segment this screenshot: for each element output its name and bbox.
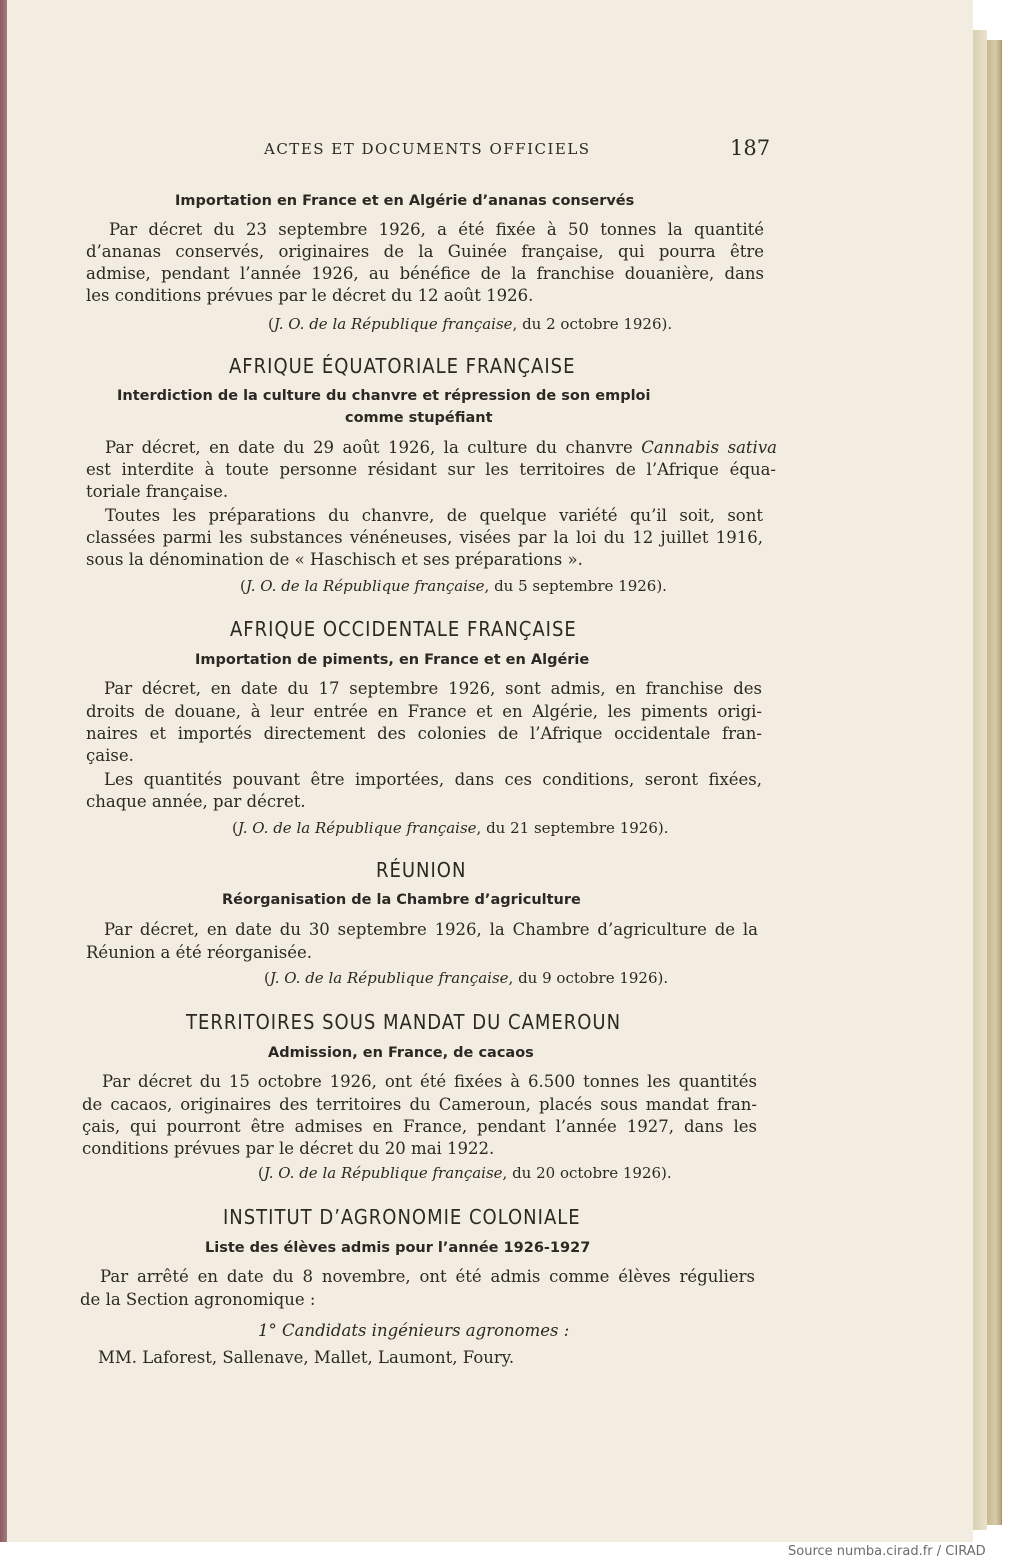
italic-run: J. O. de la République française	[263, 1164, 503, 1182]
region-heading: AFRIQUE OCCIDENTALE FRANÇAISE	[230, 617, 577, 641]
paragraph-line: les conditions prévues par le décret du 12 août 1926.	[86, 286, 534, 305]
paragraph-line: Toutes les préparations du chanvre, de quelque variété qu’il soit, sont	[105, 506, 763, 525]
page-number: 187	[730, 136, 771, 160]
citation: (J. O. de la République française, du 2 octobre 1926).	[268, 315, 673, 333]
paragraph-line: naires et importés directement des colonies de l’Afrique occidentale fran-	[86, 724, 762, 743]
region-heading: INSTITUT D’AGRONOMIE COLONIALE	[223, 1205, 581, 1229]
section-subtitle: Interdiction de la culture du chanvre et répression de son emploi	[117, 388, 651, 404]
citation: (J. O. de la République française, du 5 septembre 1926).	[240, 577, 667, 595]
paragraph-line: Par décret, en date du 17 septembre 1926, sont admis, en franchise des	[104, 679, 762, 698]
section-subtitle: Importation de piments, en France et en Algérie	[195, 652, 590, 668]
paragraph-line: admise, pendant l’année 1926, au bénéfice de la franchise douanière, dans	[86, 264, 764, 283]
paragraph-line: çaise.	[86, 746, 134, 765]
paragraph-line: est interdite à toute personne résidant sur les territoires de l’Afrique équa-	[86, 460, 776, 479]
paragraph-line: chaque année, par décret.	[86, 792, 306, 811]
italic-run: J. O. de la République française	[273, 315, 513, 333]
region-heading: AFRIQUE ÉQUATORIALE FRANÇAISE	[229, 354, 576, 378]
italic-run: Cannabis sativa	[641, 438, 777, 457]
paragraph-line: Par décret, en date du 29 août 1926, la culture du chanvre Cannabis sativa	[105, 438, 777, 457]
section-subtitle: Importation en France et en Algérie d’ananas conservés	[175, 193, 635, 209]
paragraph-line: Par décret du 15 octobre 1926, ont été fixées à 6.500 tonnes les quantités	[102, 1072, 757, 1091]
paragraph-line: Réunion a été réorganisée.	[86, 943, 313, 962]
paragraph-line: de la Section agronomique :	[80, 1290, 316, 1309]
citation: (J. O. de la République française, du 9 octobre 1926).	[264, 969, 669, 987]
paragraph-line: toriale française.	[86, 482, 229, 501]
book-cover-edge	[987, 40, 1002, 1525]
italic-run: J. O. de la République française	[245, 577, 485, 595]
paragraph-line: conditions prévues par le décret du 20 mai 1922.	[82, 1139, 495, 1158]
source-credit: Source numba.cirad.fr / CIRAD	[788, 1544, 986, 1559]
section-subtitle: Admission, en France, de cacaos	[268, 1045, 534, 1061]
section-subtitle: Liste des élèves admis pour l’année 1926-1927	[205, 1240, 591, 1256]
list-heading: 1° Candidats ingénieurs agronomes :	[258, 1321, 570, 1340]
paragraph-line: Par arrêté en date du 8 novembre, ont été admis comme élèves réguliers	[100, 1267, 755, 1286]
citation: (J. O. de la République française, du 20 octobre 1926).	[258, 1164, 672, 1182]
section-subtitle: comme stupéfiant	[345, 410, 493, 426]
running-title: ACTES ET DOCUMENTS OFFICIELS	[264, 140, 591, 158]
paragraph-line: classées parmi les substances vénéneuses, visées par la loi du 12 juillet 1916,	[86, 528, 763, 547]
book-spine-edge	[0, 0, 7, 1542]
region-heading: TERRITOIRES SOUS MANDAT DU CAMEROUN	[186, 1010, 622, 1034]
paragraph-line: Par décret, en date du 30 septembre 1926, la Chambre d’agriculture de la	[104, 920, 758, 939]
page-edge	[973, 30, 987, 1530]
region-heading: RÉUNION	[376, 858, 467, 882]
paragraph-line: de cacaos, originaires des territoires du Cameroun, placés sous mandat fran-	[82, 1095, 757, 1114]
paragraph-line: droits de douane, à leur entrée en France et en Algérie, les piments origi-	[86, 702, 762, 721]
section-subtitle: Réorganisation de la Chambre d’agriculture	[222, 892, 581, 908]
citation: (J. O. de la République française, du 21 septembre 1926).	[232, 819, 669, 837]
italic-run: J. O. de la République française	[269, 969, 509, 987]
paragraph-line: sous la dénomination de « Haschisch et ses préparations ».	[86, 550, 583, 569]
italic-run: J. O. de la République française	[237, 819, 477, 837]
paragraph-line: Par décret du 23 septembre 1926, a été fixée à 50 tonnes la quantité	[109, 220, 764, 239]
student-names: MM. Laforest, Sallenave, Mallet, Laumont, Foury.	[98, 1348, 515, 1367]
paragraph-line: Les quantités pouvant être importées, dans ces conditions, seront fixées,	[104, 770, 762, 789]
paragraph-line: çais, qui pourront être admises en France, pendant l’année 1927, dans les	[82, 1117, 757, 1136]
paragraph-line: d’ananas conservés, originaires de la Guinée française, qui pourra être	[86, 242, 764, 261]
